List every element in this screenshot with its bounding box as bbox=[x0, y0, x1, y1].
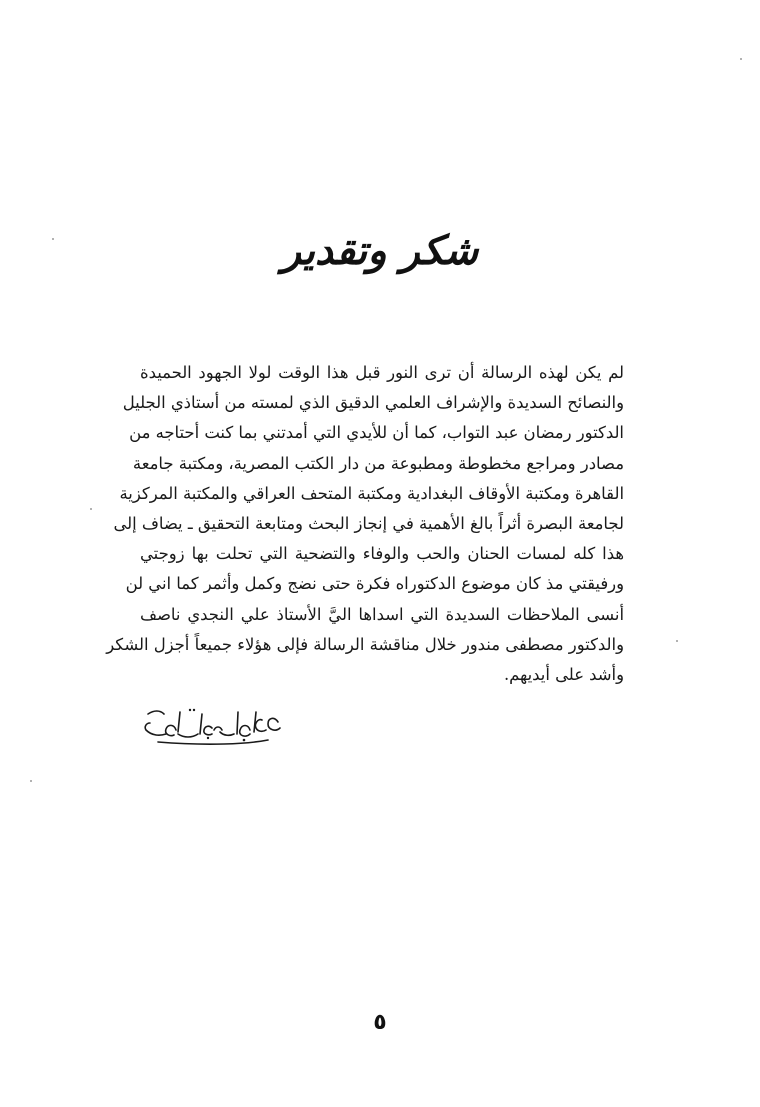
scan-speck bbox=[52, 238, 54, 240]
scan-speck bbox=[30, 780, 32, 782]
scan-speck bbox=[676, 640, 678, 642]
body-line: لجامعة البصرة أثراً بالغ الأهمية في إنجاز البحث ومتابعة التحقيق ـ يضاف إلى bbox=[113, 514, 624, 534]
body-line: أنسى الملاحظات السديدة التي اسداها اليَّ الأستاذ علي النجدي ناصف bbox=[140, 604, 624, 624]
body-line: الدكتور رمضان عبد التواب، كما أن للأيدي التي أمدتني بما كنت أحتاجه من bbox=[129, 423, 624, 443]
body-line: مصادر ومراجع مخطوطة ومطبوعة من دار الكتب المصرية، ومكتبة جامعة bbox=[132, 453, 624, 473]
body-line: ورفيقتي مذ كان موضوع الدكتوراه فكرة حتى نضج وكمل وأثمر كما اني لن bbox=[125, 574, 624, 594]
acknowledgment-body bbox=[106, 358, 624, 690]
scan-speck bbox=[740, 58, 742, 60]
handwritten-signature bbox=[138, 704, 283, 748]
body-line: لم يكن لهذه الرسالة أن ترى النور قبل هذا الوقت لولا الجهود الحميدة bbox=[140, 363, 624, 382]
scan-speck bbox=[90, 508, 92, 510]
body-line: هذا كله لمسات الحنان والحب والوفاء والتضحية التي تحلت بها زوجتي bbox=[140, 544, 624, 564]
body-line: القاهرة ومكتبة الأوقاف البغدادية ومكتبة المتحف العراقي والمكتبة المركزية bbox=[119, 483, 624, 503]
body-line: والدكتور مصطفى مندور خلال مناقشة الرسالة فإلى هؤلاء جميعاً أجزل الشكر bbox=[106, 634, 624, 654]
body-line: وأشد على أيديهم. bbox=[503, 665, 624, 685]
page-title: شكر وتقدير bbox=[281, 228, 479, 274]
page-number: ٥ bbox=[373, 1010, 387, 1035]
body-line: والنصائح السديدة والإشراف العلمي الدقيق الذي لمسته من أستاذي الجليل bbox=[122, 393, 624, 413]
